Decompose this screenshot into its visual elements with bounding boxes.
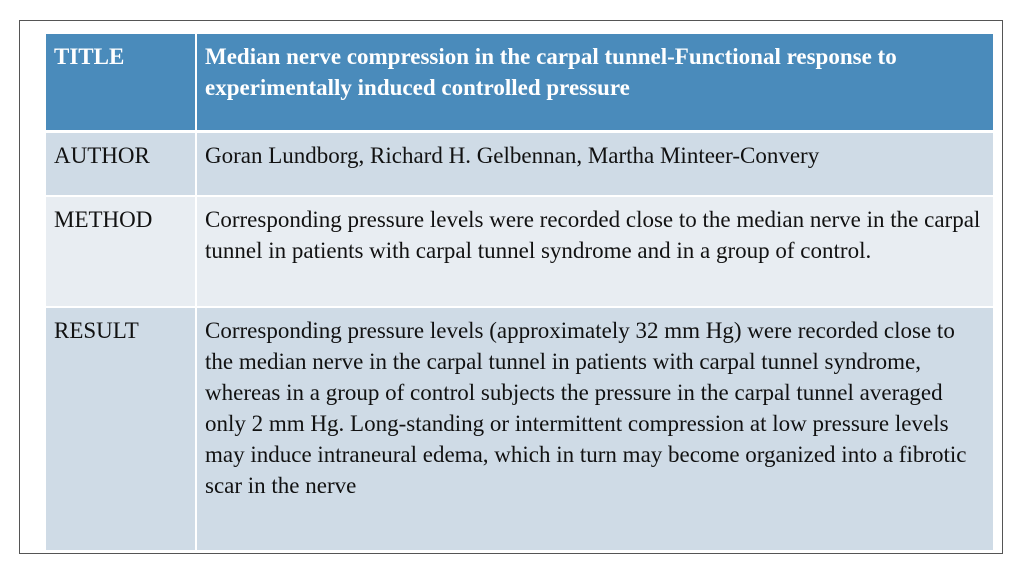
result-label: RESULT bbox=[46, 307, 196, 550]
title-value: Median nerve compression in the carpal tunnel-Functional response to experimentally induced controlled pressure bbox=[196, 34, 993, 131]
table-row-author bbox=[46, 131, 993, 196]
author-value: Goran Lundborg, Richard H. Gelbennan, Martha Minteer-Convery bbox=[196, 131, 993, 196]
method-label: METHOD bbox=[46, 196, 196, 307]
result-value: Corresponding pressure levels (approximately 32 mm Hg) were recorded close to the median nerve in the carpal tunnel in patients with carpal tunnel syndrome, whereas in a group of control subjects the pressure in the carpal tunnel averaged only 2 mm Hg. Long-standing or intermittent compression at low pressure levels may induce intraneural edema, which in turn may become organized into a fibrotic scar in the nerve bbox=[196, 307, 993, 550]
summary-table bbox=[46, 34, 993, 550]
table-row-method bbox=[46, 196, 993, 307]
slide-frame bbox=[19, 20, 1003, 554]
author-label: AUTHOR bbox=[46, 131, 196, 196]
table-row-title bbox=[46, 34, 993, 131]
table-row-result bbox=[46, 307, 993, 550]
method-value: Corresponding pressure levels were recorded close to the median nerve in the carpal tunnel in patients with carpal tunnel syndrome and in a group of control. bbox=[196, 196, 993, 307]
title-label: TITLE bbox=[46, 34, 196, 131]
